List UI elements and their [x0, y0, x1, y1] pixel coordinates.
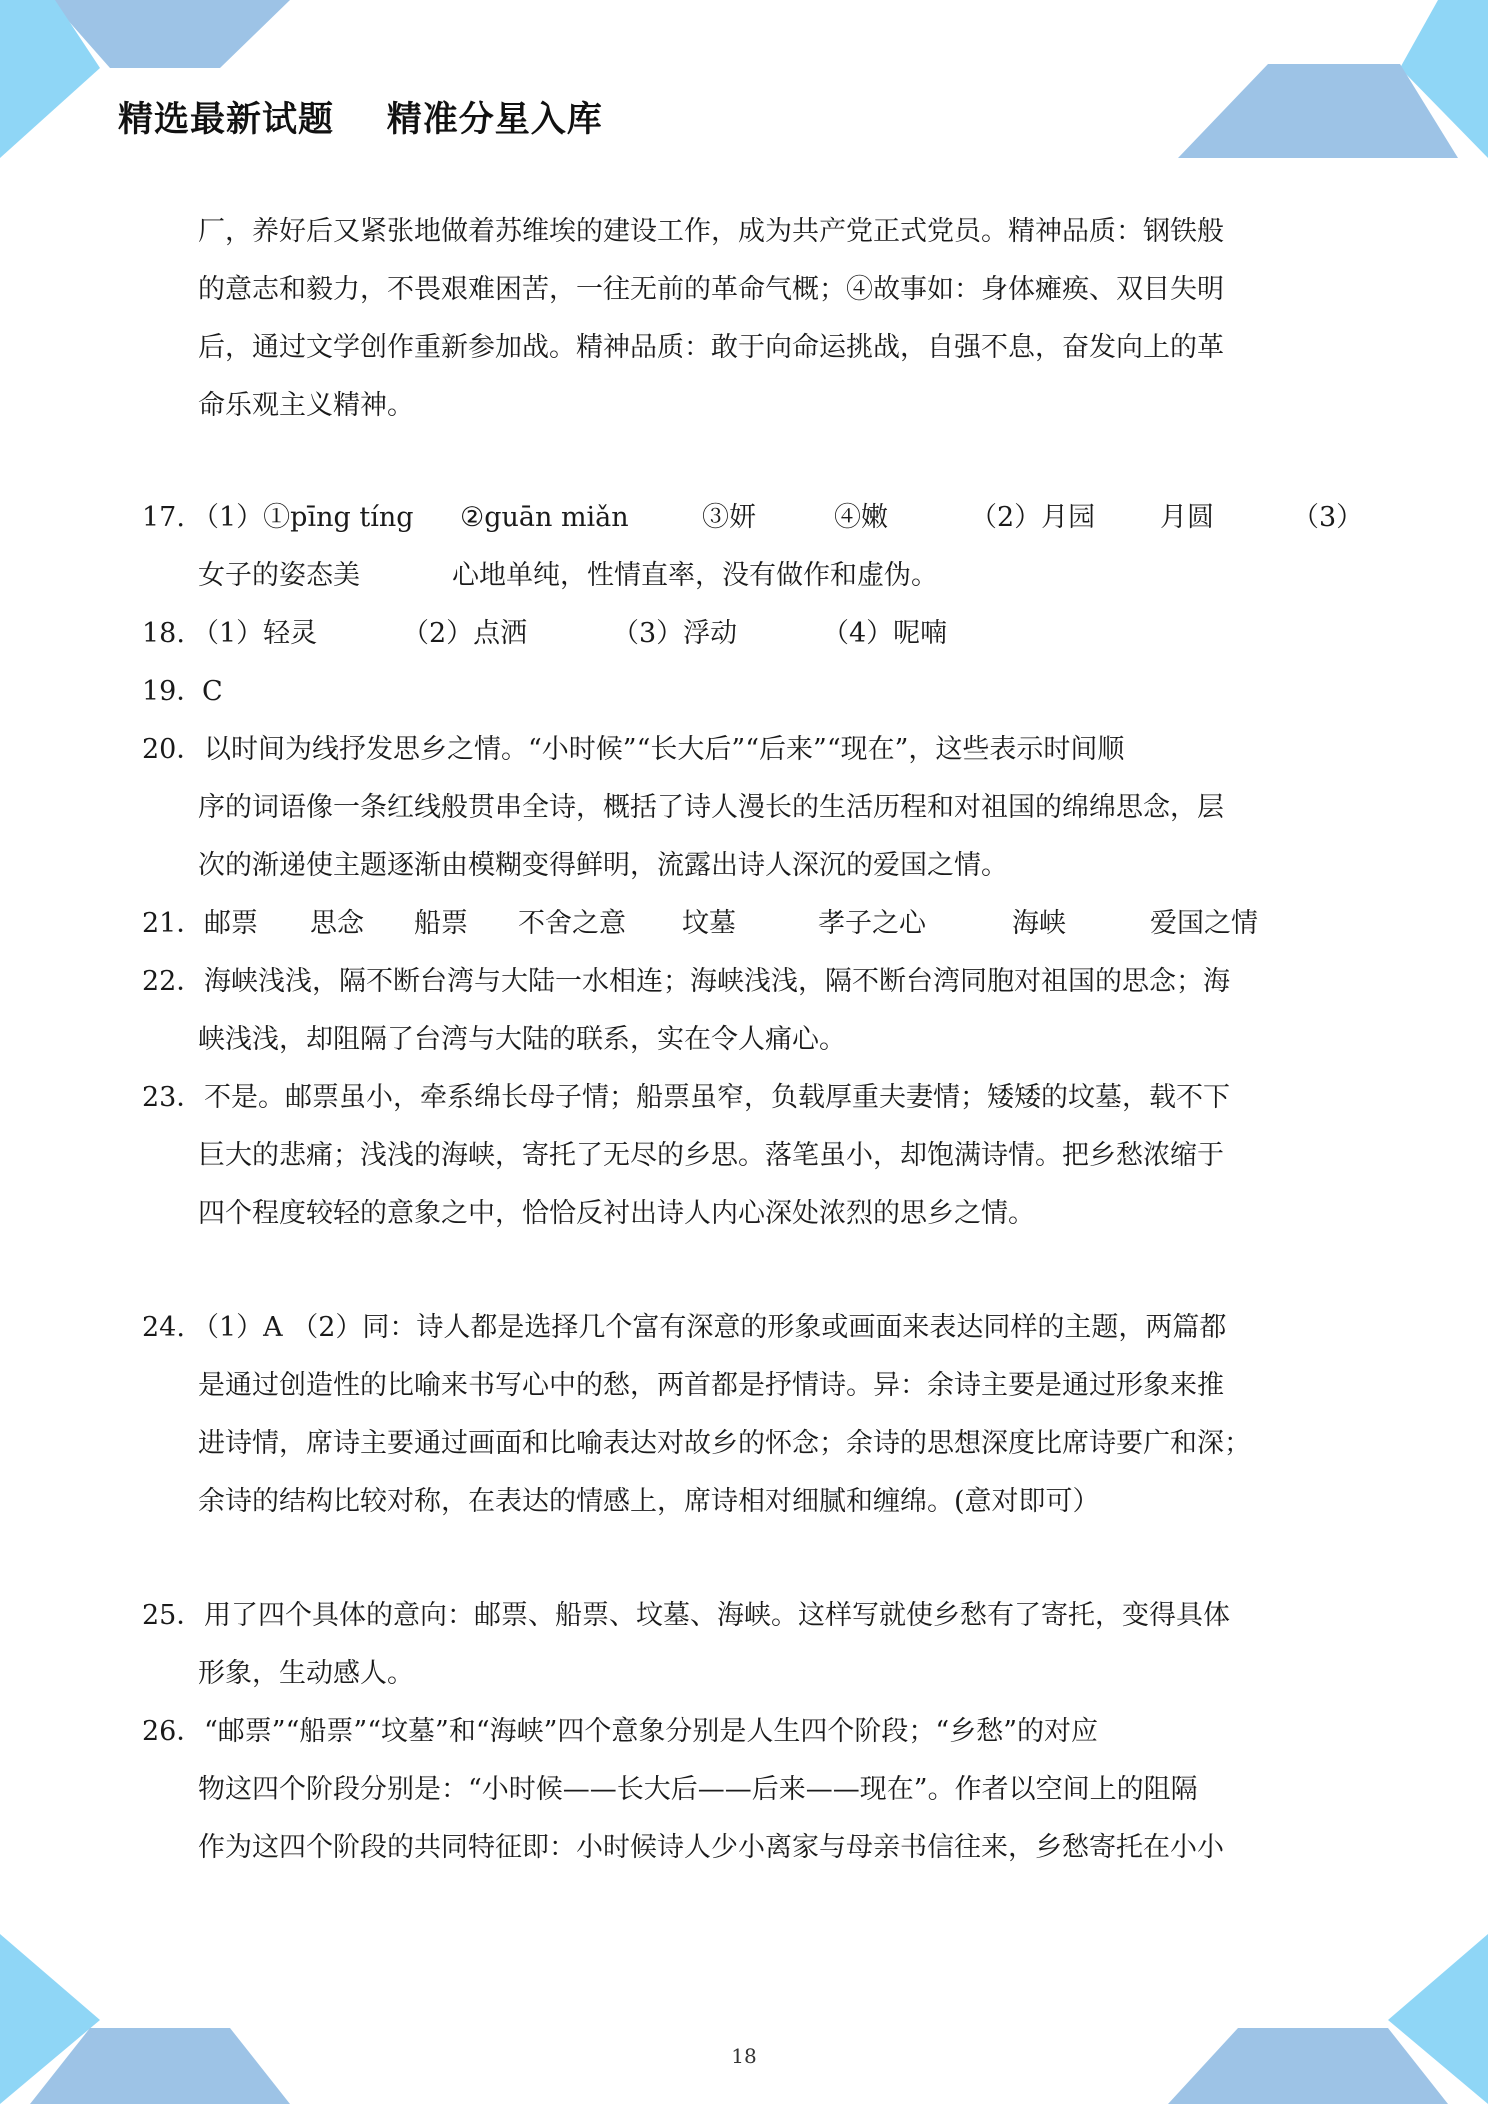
answer-21 — [142, 904, 1292, 944]
answer-segment: （2）点洒 — [402, 618, 528, 649]
answer-segment: 不是。邮票虽小，牵系绵长母子情；船票虽窄，负载厚重夫妻情；矮矮的坟墓，载不下 — [204, 1082, 1230, 1113]
answer-segment: （1）A （2）同：诗人都是选择几个富有深意的形象或画面来表达同样的主题，两篇都 — [192, 1312, 1227, 1343]
answer-segment: ②guān miǎn — [460, 502, 629, 533]
text-line: 序的词语像一条红线般贯串全诗，概括了诗人漫长的生活历程和对祖国的绵绵思念，层 — [198, 792, 1224, 823]
text-line: 四个程度较轻的意象之中，恰恰反衬出诗人内心深处浓烈的思乡之情。 — [198, 1198, 1035, 1229]
text-line: 物这四个阶段分别是：“小时候——长大后——后来——现在”。作者以空间上的阻隔 — [198, 1774, 1198, 1805]
text-line: 的意志和毅力，不畏艰难困苦，一往无前的革命气概；④故事如：身体瘫痪、双目失明 — [198, 274, 1224, 305]
text-line: 作为这四个阶段的共同特征即：小时候诗人少小离家与母亲书信往来，乡愁寄托在小小 — [198, 1832, 1224, 1863]
answer-25 — [142, 1596, 1292, 1636]
text-line: 后，通过文学创作重新参加战。精神品质：敢于向命运挑战，自强不息，奋发向上的革 — [198, 332, 1224, 363]
question-number: 19． — [142, 676, 204, 707]
answer-18 — [142, 614, 1292, 654]
answer-segment: 海峡浅浅，隔不断台湾与大陆一水相连；海峡浅浅，隔不断台湾同胞对祖国的思念；海 — [204, 966, 1230, 997]
answer-20 — [142, 730, 1292, 770]
answer-segment: （3） — [1292, 502, 1364, 533]
answer-17-line-2 — [198, 556, 1348, 596]
question-number: 18. — [142, 618, 185, 649]
corner-decoration-top-right — [1168, 0, 1488, 170]
answer-segment: 月圆 — [1160, 502, 1214, 533]
text-line: 进诗情，席诗主要通过画面和比喻表达对故乡的怀念；余诗的思想深度比席诗要广和深； — [198, 1428, 1251, 1459]
question-number: 17. — [142, 502, 185, 533]
text-line: 形象，生动感人。 — [198, 1658, 414, 1689]
answer-segment: 孝子之心 — [818, 908, 926, 939]
answer-19 — [142, 672, 1292, 712]
text-line: 余诗的结构比较对称，在表达的情感上，席诗相对细腻和缠绵。(意对即可） — [198, 1486, 1100, 1517]
text-line: 是通过创造性的比喻来书写心中的愁，两首都是抒情诗。异：余诗主要是通过形象来推 — [198, 1370, 1224, 1401]
answer-segment: 海峡 — [1012, 908, 1066, 939]
answer-segment: （1）①pīng tíng — [192, 502, 414, 533]
answer-segment: （4）呢喃 — [822, 618, 948, 649]
answer-segment: 坟墓 — [682, 908, 736, 939]
question-number: 25． — [142, 1600, 204, 1631]
answer-26 — [142, 1712, 1292, 1752]
answer-segment: 不舍之意 — [518, 908, 626, 939]
answer-17 — [142, 498, 1364, 538]
text-line: 命乐观主义精神。 — [198, 390, 414, 421]
answer-segment: 邮票 — [204, 908, 258, 939]
answer-segment: 心地单纯，性情直率，没有做作和虚伪。 — [452, 560, 938, 591]
answer-segment: 女子的姿态美 — [198, 560, 360, 591]
question-number: 20． — [142, 734, 204, 765]
answer-22 — [142, 962, 1292, 1002]
question-number: 21． — [142, 908, 204, 939]
answer-segment: 思念 — [310, 908, 364, 939]
question-number: 22． — [142, 966, 204, 997]
corner-decoration-bottom-left — [0, 1934, 320, 2104]
answer-segment: “邮票”“船票”“坟墓”和“海峡”四个意象分别是人生四个阶段；“乡愁”的对应 — [204, 1716, 1099, 1747]
answer-23 — [142, 1078, 1292, 1118]
answer-segment: 船票 — [414, 908, 468, 939]
answer-segment: 以时间为线抒发思乡之情。“小时候”“长大后”“后来”“现在”，这些表示时间顺 — [204, 734, 1125, 765]
answer-segment: ③妍 — [702, 502, 756, 533]
answer-segment: 爱国之情 — [1150, 908, 1258, 939]
header-title: 精选最新试题 精准分星入库 — [118, 100, 603, 140]
answer-segment: 用了四个具体的意向：邮票、船票、坟墓、海峡。这样写就使乡愁有了寄托，变得具体 — [204, 1600, 1230, 1631]
question-number: 26． — [142, 1716, 204, 1747]
text-line: 巨大的悲痛；浅浅的海峡，寄托了无尽的乡思。落笔虽小，却饱满诗情。把乡愁浓缩于 — [198, 1140, 1224, 1171]
answer-24 — [142, 1308, 1292, 1348]
text-line: 峡浅浅，却阻隔了台湾与大陆的联系，实在令人痛心。 — [198, 1024, 846, 1055]
answer-segment: （3）浮动 — [612, 618, 738, 649]
corner-decoration-bottom-right — [1168, 1934, 1488, 2104]
answer-segment: （2）月园 — [970, 502, 1096, 533]
answer-segment: （1）轻灵 — [192, 618, 318, 649]
corner-decoration-top-left — [0, 0, 300, 170]
question-number: 24. — [142, 1312, 185, 1343]
text-line: 厂，养好后又紧张地做着苏维埃的建设工作，成为共产党正式党员。精神品质：钢铁般 — [198, 216, 1224, 247]
page-number: 18 — [731, 2044, 757, 2068]
answer-segment: C — [202, 676, 223, 707]
question-number: 23． — [142, 1082, 204, 1113]
text-line: 次的渐递使主题逐渐由模糊变得鲜明，流露出诗人深沉的爱国之情。 — [198, 850, 1008, 881]
answer-segment: ④嫩 — [834, 502, 888, 533]
